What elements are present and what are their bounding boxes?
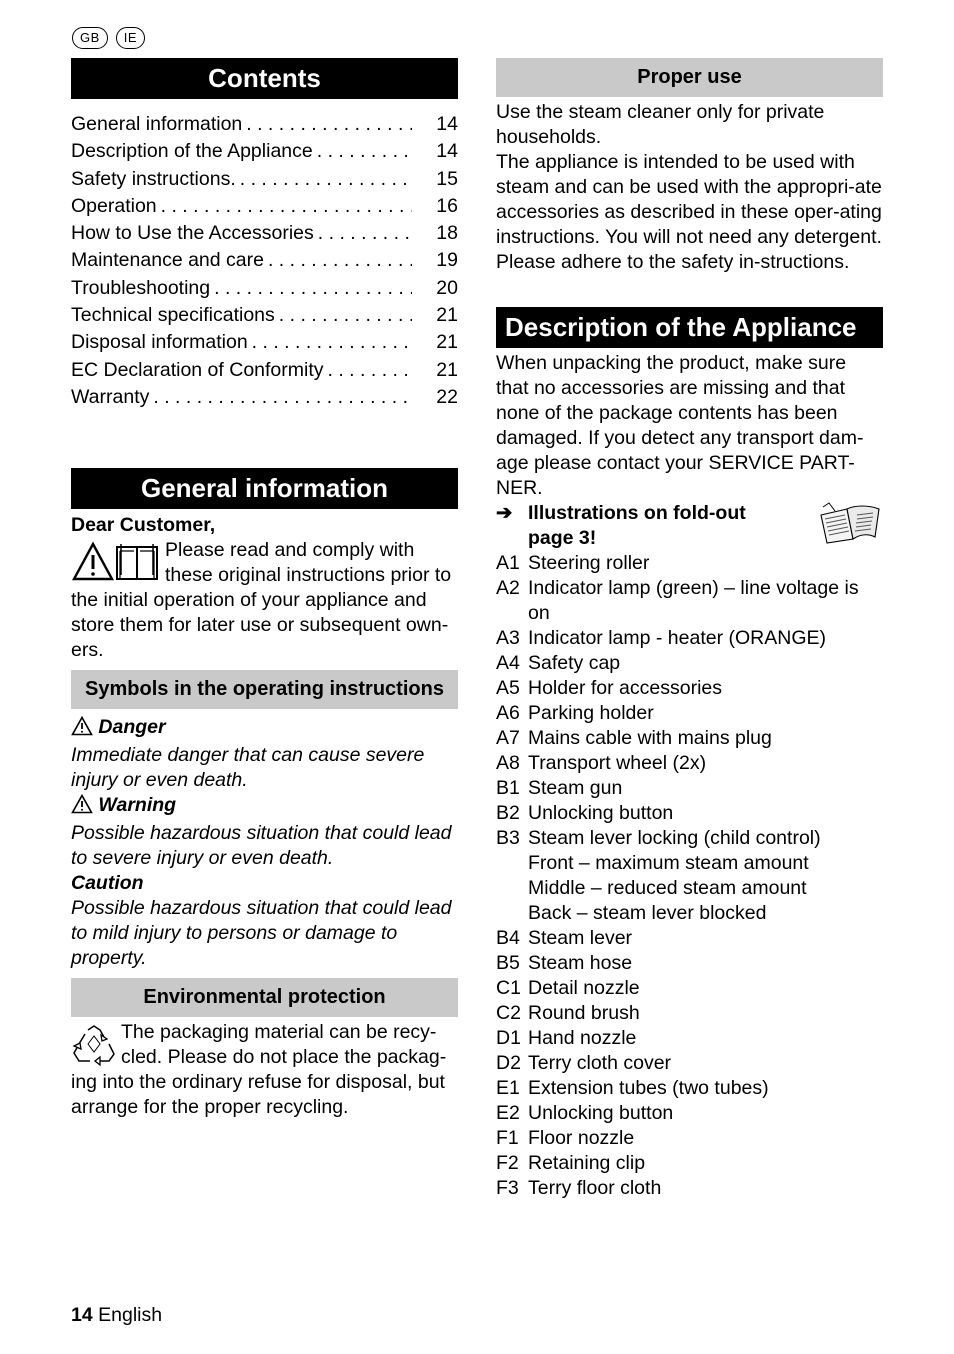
danger-label: Danger: [98, 716, 166, 739]
toc-entry-title: Maintenance and care: [71, 249, 264, 272]
part-code: A4: [496, 652, 520, 674]
toc-entry-page: 21: [436, 358, 458, 381]
list-item: [496, 926, 883, 951]
foldout-note: [496, 501, 883, 551]
part-code: B4: [496, 927, 520, 949]
toc-entry-page: 16: [436, 194, 458, 217]
list-item: [496, 626, 883, 651]
toc-leader-dots: [214, 275, 412, 302]
list-item: [496, 676, 883, 701]
part-description: Steering roller: [528, 552, 650, 574]
list-item: [496, 576, 883, 626]
toc-leader-dots: [318, 220, 412, 247]
list-item: [496, 1026, 883, 1051]
general-information-heading: General information: [71, 468, 458, 509]
language-badges: [72, 27, 145, 49]
toc-entry-page: 22: [436, 385, 458, 408]
part-description: Steam lever: [528, 927, 633, 949]
toc-leader-dots: [279, 302, 412, 329]
part-description: Steam lever locking (child control): [528, 827, 821, 849]
part-code: [496, 876, 528, 901]
toc-leader-dots: [268, 247, 412, 274]
environmental-text-rest: ing into the ordinary refuse for disposal, but arrange for the proper recycling.: [71, 1071, 445, 1119]
part-code: C2: [496, 1002, 521, 1024]
toc-entry-page: 15: [436, 167, 458, 190]
description-of-appliance-heading: Description of the Appliance: [496, 307, 883, 348]
page-footer: [71, 1303, 162, 1328]
part-description: Terry floor cloth: [528, 1177, 662, 1199]
part-description: Indicator lamp - heater (ORANGE): [528, 627, 827, 649]
left-column: [71, 58, 458, 1120]
list-item: [496, 751, 883, 776]
part-description: Back – steam lever blocked: [528, 902, 767, 924]
environmental-text-first: The packaging material can be recy-cled. Please do not place the packag-: [121, 1021, 447, 1069]
list-item: [496, 1151, 883, 1176]
toc-entry-page: 20: [436, 276, 458, 299]
part-code: [496, 851, 528, 876]
toc-entry-page: 21: [436, 304, 458, 327]
part-description: Safety cap: [528, 652, 621, 674]
toc-entry-title: Technical specifications: [71, 304, 275, 327]
part-code: B5: [496, 952, 520, 974]
part-code: B1: [496, 777, 520, 799]
list-item: [496, 801, 883, 826]
list-item: [496, 826, 883, 851]
part-description: Middle – reduced steam amount: [528, 877, 807, 899]
part-code: B3: [496, 827, 520, 849]
list-item: [496, 976, 883, 1001]
part-code: A3: [496, 627, 520, 649]
part-code: F1: [496, 1127, 519, 1149]
table-of-contents: [71, 111, 458, 411]
list-item: [496, 651, 883, 676]
part-code: A1: [496, 552, 520, 574]
proper-use-paragraph-1: Use the steam cleaner only for private households.: [496, 101, 825, 148]
recycle-icon: [71, 1024, 121, 1070]
part-code: F2: [496, 1152, 519, 1174]
warning-and-manual-icon: [71, 541, 165, 587]
part-description: Front – maximum steam amount: [528, 852, 809, 874]
general-intro-rest: to the initial operation of your appliance and store them for later use or subsequent own-ers.: [71, 564, 452, 662]
toc-entry: [71, 357, 458, 384]
toc-entry: [71, 220, 458, 247]
caution-label: Caution: [71, 872, 144, 895]
general-intro-first: Please read and comply with these original instructions prior: [165, 539, 430, 587]
part-description: Transport wheel (2x): [528, 752, 707, 774]
right-column: [496, 58, 883, 1201]
part-description: Hand nozzle: [528, 1027, 637, 1049]
list-item: [496, 776, 883, 801]
caution-text: Possible hazardous situation that could lead to mild injury to persons or damage to property.: [71, 897, 452, 970]
toc-leader-dots: [246, 111, 412, 138]
toc-entry-title: EC Declaration of Conformity: [71, 358, 324, 381]
warning-label: Warning: [98, 794, 177, 817]
part-code: A5: [496, 677, 520, 699]
toc-entry: [71, 384, 458, 411]
part-code: B2: [496, 802, 520, 824]
list-item: [496, 1001, 883, 1026]
list-item: [496, 1101, 883, 1126]
part-description: Steam gun: [528, 777, 623, 799]
environmental-text: [71, 1020, 458, 1120]
appliance-parts-list: [496, 551, 883, 1201]
list-item: [496, 901, 883, 926]
toc-entry-page: 19: [436, 249, 458, 272]
list-item: [496, 726, 883, 751]
part-code: E1: [496, 1077, 520, 1099]
toc-entry: [71, 302, 458, 329]
toc-entry-title: Warranty: [71, 385, 150, 408]
part-code: C1: [496, 977, 521, 999]
list-item: [496, 1051, 883, 1076]
toc-entry-title: Safety instructions.: [71, 167, 236, 190]
toc-entry-title: How to Use the Accessories: [71, 222, 314, 245]
part-code: [496, 901, 528, 926]
foldout-note-text: Illustrations on fold-out page 3!: [528, 502, 746, 549]
part-description: Parking holder: [528, 702, 654, 724]
toc-entry-title: General information: [71, 113, 243, 135]
toc-entry: [71, 193, 458, 220]
toc-leader-dots: [161, 193, 412, 220]
contents-heading: Contents: [71, 58, 458, 99]
language-badge-gb: GB: [72, 27, 108, 49]
toc-entry-title: Description of the Appliance: [71, 140, 313, 163]
toc-entry-title: Operation: [71, 194, 157, 217]
warning-triangle-icon: [71, 794, 93, 821]
toc-entry: [71, 166, 458, 193]
part-description: Detail nozzle: [528, 977, 640, 999]
toc-entry-page: 21: [436, 331, 458, 354]
part-code: A7: [496, 727, 520, 749]
part-description: Extension tubes (two tubes): [528, 1077, 769, 1099]
part-description: Indicator lamp (green) – line voltage is on: [528, 577, 859, 624]
part-description: Steam hose: [528, 952, 633, 974]
proper-use-heading: Proper use: [496, 58, 883, 97]
list-item: [496, 701, 883, 726]
toc-leader-dots: [252, 329, 412, 356]
symbols-heading: Symbols in the operating instructions: [71, 670, 458, 709]
open-book-icon: [817, 501, 883, 552]
description-intro: When unpacking the product, make sure that no accessories are missing and that none of the package contents has been damaged. If you detect any transport dam-age please contact your SERVICE PART-NER.: [496, 352, 864, 499]
part-code: A6: [496, 702, 520, 724]
part-code: F3: [496, 1177, 519, 1199]
toc-leader-dots: [240, 166, 412, 193]
part-code: A8: [496, 752, 520, 774]
proper-use-paragraph-2: The appliance is intended to be used with steam and can be used with the appropri-ate accessories as described in these oper-ating instructions. You will not need any detergent. Please adhere to the safety in-structions.: [496, 151, 882, 273]
language-badge-ie: IE: [116, 27, 145, 49]
danger-triangle-icon: [71, 716, 93, 743]
dear-customer-salutation: Dear Customer,: [71, 514, 216, 537]
danger-text: Immediate danger that can cause severe injury or even death.: [71, 744, 425, 792]
environmental-protection-heading: Environmental protection: [71, 978, 458, 1017]
toc-leader-dots: [153, 384, 412, 411]
list-item: [496, 551, 883, 576]
part-description: Holder for accessories: [528, 677, 722, 699]
toc-entry-page: 14: [436, 140, 458, 163]
part-description: Floor nozzle: [528, 1127, 635, 1149]
toc-entry-page: 18: [436, 222, 458, 245]
part-description: Mains cable with mains plug: [528, 727, 772, 749]
part-description: Round brush: [528, 1002, 640, 1024]
list-item: [496, 1176, 883, 1201]
toc-entry: [71, 329, 458, 356]
arrow-right-icon: ➔: [496, 502, 513, 524]
warning-label-row: [71, 793, 458, 821]
danger-label-row: [71, 715, 458, 743]
part-code: D2: [496, 1052, 521, 1074]
toc-entry-title: Disposal information: [71, 331, 248, 354]
part-code: A2: [496, 577, 520, 599]
part-description: Unlocking button: [528, 802, 674, 824]
part-description: Retaining clip: [528, 1152, 646, 1174]
list-item: [496, 851, 883, 876]
warning-text: Possible hazardous situation that could lead to severe injury or even death.: [71, 822, 452, 870]
toc-entry: [71, 247, 458, 274]
list-item: [496, 951, 883, 976]
footer-language: English: [98, 1304, 163, 1326]
toc-entry-page: 14: [436, 113, 458, 135]
toc-entry: [71, 111, 458, 138]
toc-entry-title: Troubleshooting: [71, 276, 211, 299]
toc-entry: [71, 138, 458, 165]
toc-entry: [71, 275, 458, 302]
list-item: [496, 1076, 883, 1101]
part-description: Unlocking button: [528, 1102, 674, 1124]
list-item: [496, 876, 883, 901]
part-code: D1: [496, 1027, 521, 1049]
toc-leader-dots: [328, 357, 412, 384]
part-description: Terry cloth cover: [528, 1052, 672, 1074]
list-item: [496, 1126, 883, 1151]
page-number: 14: [71, 1304, 93, 1326]
toc-leader-dots: [317, 138, 412, 165]
part-code: E2: [496, 1102, 520, 1124]
general-intro-text: [71, 538, 458, 663]
